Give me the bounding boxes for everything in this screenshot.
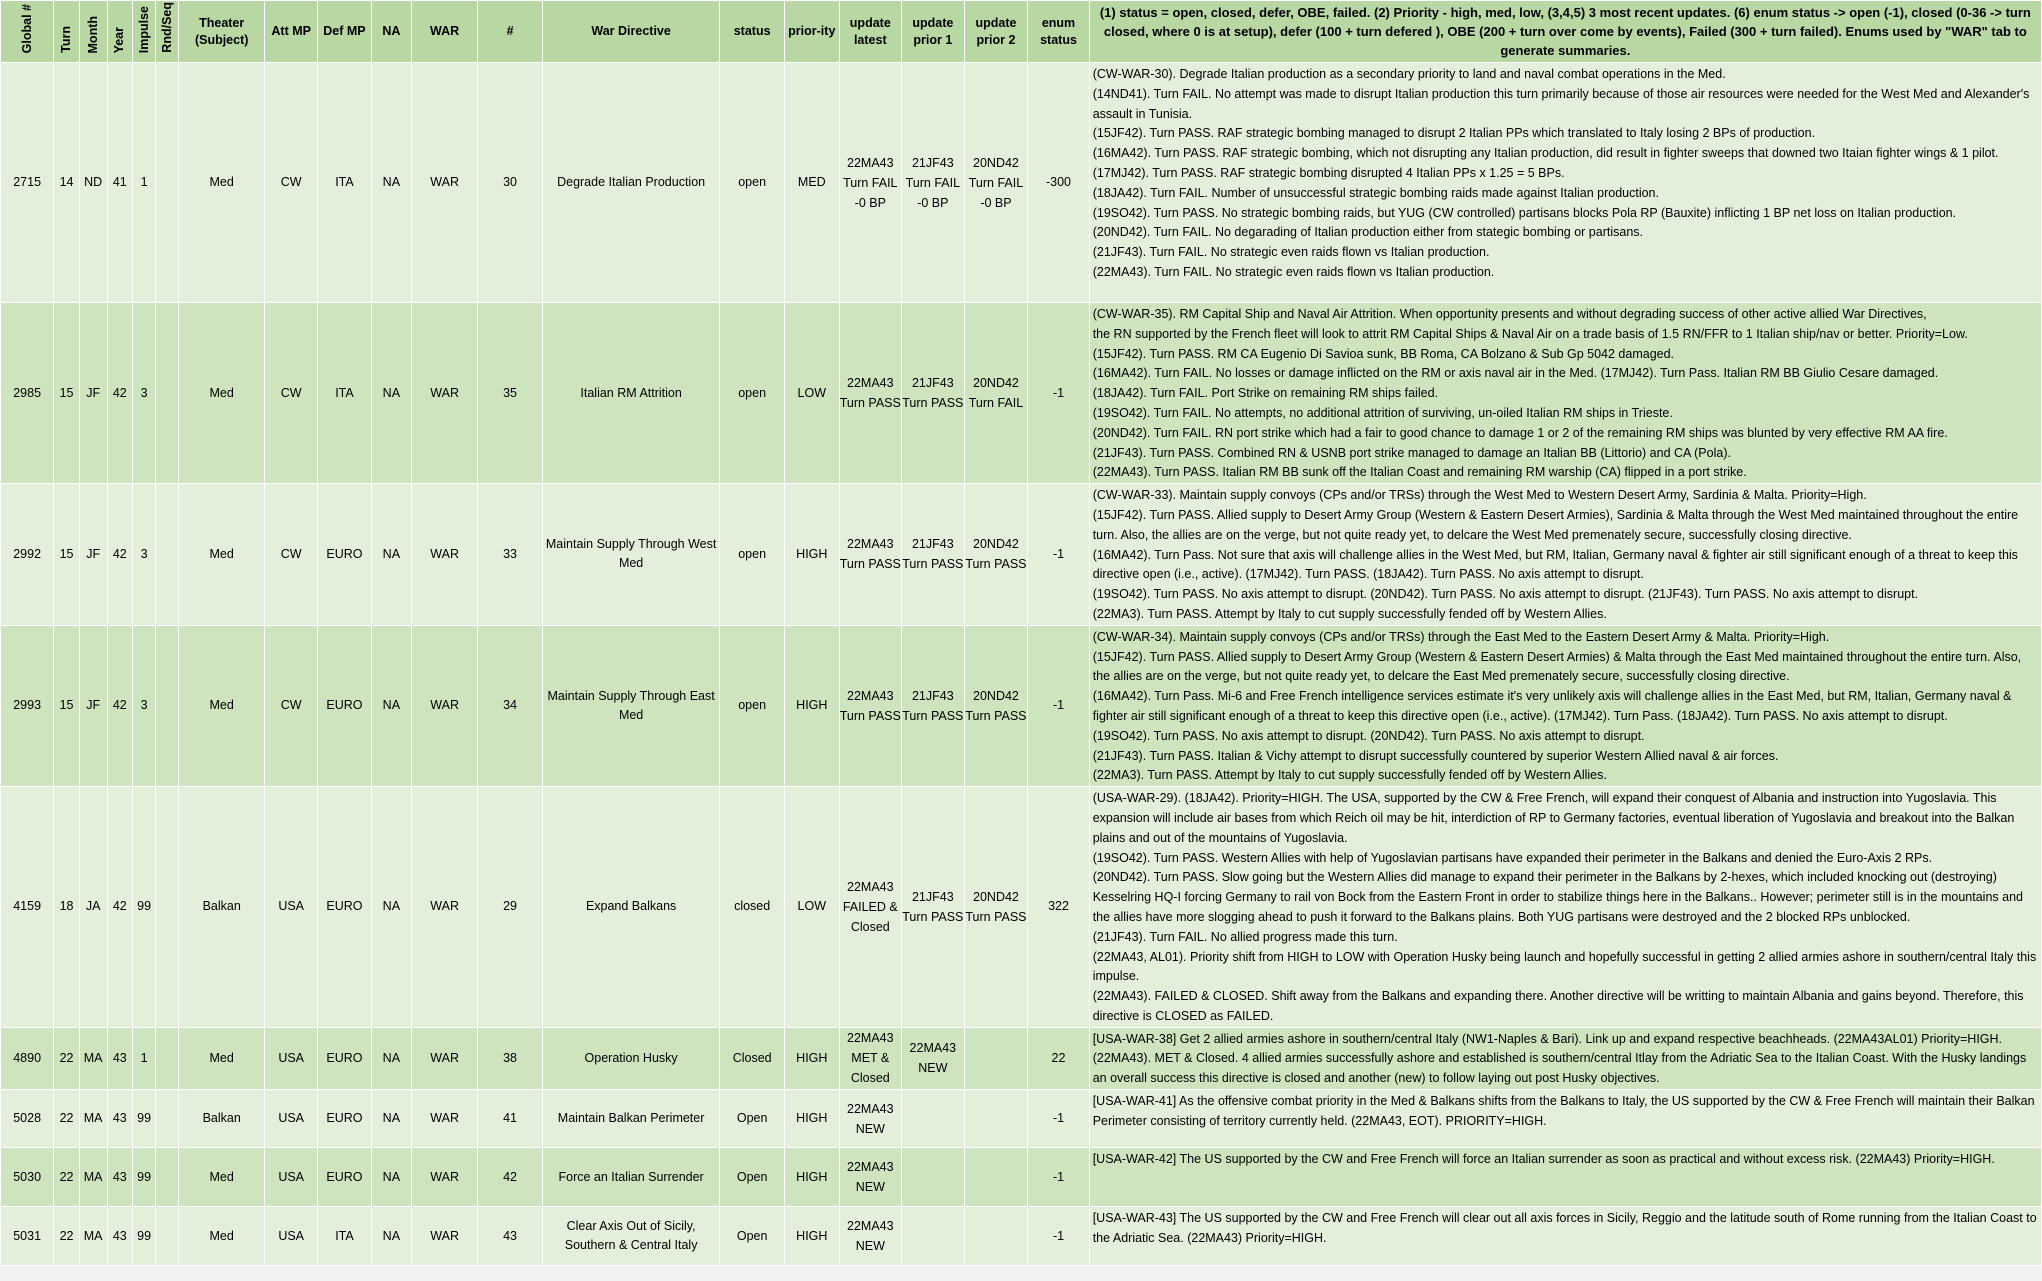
cell-war[interactable]: WAR: [412, 1090, 478, 1148]
cell-update-prior-2[interactable]: [964, 1148, 1028, 1207]
table-row: [1, 1090, 2042, 1148]
cell-impulse[interactable]: 99: [133, 1207, 156, 1266]
note-line: (18JA42). Turn FAIL. Port Strike on remaining RM ships failed.: [1092, 386, 1438, 401]
note-line: (16MA42). Turn FAIL. No losses or damage inflicted on the RM or axis naval air in the Med. (17MJ42). Turn Pass. Italian RM BB Giulio Cesare damaged.: [1092, 366, 1939, 381]
cell-def-mp[interactable]: ITA: [318, 1207, 371, 1266]
cell-war[interactable]: WAR: [412, 787, 478, 1028]
table-row: [1, 303, 2042, 484]
cell-rnd-seq[interactable]: [156, 625, 179, 786]
col-header-turn[interactable]: Turn: [54, 1, 79, 63]
cell-status[interactable]: open: [720, 625, 785, 786]
table-row: [1, 787, 2042, 1028]
cell-impulse[interactable]: 3: [133, 625, 156, 786]
note-line: (16MA42). Turn Pass. Mi-6 and Free French intelligence services estimate it's very unlikely axis will challenge allies in the East Med, but RM, Italian, Germany naval & fighter air still significant enough of a threat to keep this directive open (i.e., active). (17MJ42). Turn Pass. (18JA42). Turn PASS. No axis attempt to disrupt.: [1092, 689, 2012, 723]
cell-global[interactable]: 4890: [1, 1027, 54, 1089]
cell-num[interactable]: 38: [478, 1027, 543, 1089]
cell-turn[interactable]: 22: [54, 1027, 79, 1089]
cell-theater[interactable]: Balkan: [179, 1090, 265, 1148]
cell-month[interactable]: MA: [79, 1027, 107, 1089]
header-row: [1, 1, 2042, 63]
note-line: (15JF42). Turn PASS. RM CA Eugenio Di Savioa sunk, BB Roma, CA Bolzano & Sub Gp 5042 damaged.: [1092, 346, 1675, 361]
cell-rnd-seq[interactable]: [156, 787, 179, 1028]
cell-na[interactable]: NA: [371, 625, 412, 786]
cell-att-mp[interactable]: USA: [265, 1207, 318, 1266]
cell-priority[interactable]: HIGH: [785, 1207, 839, 1266]
cell-status[interactable]: Open: [720, 1090, 785, 1148]
note-line: [USA-WAR-38] Get 2 allied armies ashore in southern/central Italy (NW1-Naples & Bari). Link up and expand respective beachheads. (22MA43AL01) Priority=HIGH.: [1092, 1031, 2003, 1046]
cell-month[interactable]: JF: [79, 625, 107, 786]
cell-def-mp[interactable]: ITA: [318, 63, 371, 303]
cell-att-mp[interactable]: CW: [265, 484, 318, 626]
cell-na[interactable]: NA: [371, 63, 412, 303]
note-line: (CW-WAR-34). Maintain supply convoys (CPs and/or TRSs) through the East Med to the Eastern Desert Army & Malta. Priority=High.: [1092, 629, 1830, 644]
table-row: [1, 1148, 2042, 1207]
table-row: [1, 625, 2042, 786]
cell-directive[interactable]: Maintain Balkan Perimeter: [543, 1090, 720, 1148]
cell-directive[interactable]: Maintain Supply Through West Med: [543, 484, 720, 626]
cell-enum-status[interactable]: -1: [1028, 1148, 1089, 1207]
cell-enum-status[interactable]: -1: [1028, 625, 1089, 786]
cell-month[interactable]: ND: [79, 63, 107, 303]
cell-year[interactable]: 43: [107, 1090, 132, 1148]
cell-update-prior-1[interactable]: 22MA43 NEW: [902, 1027, 965, 1089]
cell-status[interactable]: closed: [720, 787, 785, 1028]
cell-enum-status[interactable]: -300: [1028, 63, 1089, 303]
cell-def-mp[interactable]: EURO: [318, 787, 371, 1028]
cell-impulse[interactable]: 1: [133, 63, 156, 303]
cell-update-latest[interactable]: 22MA43 Turn PASS: [839, 484, 902, 626]
note-line: (22MA3). Turn PASS. Attempt by Italy to cut supply successfully fended off by Western Allies.: [1092, 606, 1607, 621]
cell-month[interactable]: JA: [79, 787, 107, 1028]
cell-update-prior-1[interactable]: 21JF43 Turn FAIL -0 BP: [902, 63, 965, 303]
cell-update-latest[interactable]: 22MA43 Turn PASS: [839, 625, 902, 786]
cell-impulse[interactable]: 99: [133, 1090, 156, 1148]
cell-turn[interactable]: 18: [54, 787, 79, 1028]
cell-directive[interactable]: Maintain Supply Through East Med: [543, 625, 720, 786]
cell-theater[interactable]: Med: [179, 1027, 265, 1089]
note-line: (19SO42). Turn PASS. No axis attempt to disrupt. (20ND42). Turn PASS. No axis attempt to disrupt.: [1092, 728, 1645, 743]
cell-enum-status[interactable]: -1: [1028, 303, 1089, 484]
cell-rnd-seq[interactable]: [156, 1148, 179, 1207]
cell-priority[interactable]: LOW: [785, 787, 839, 1028]
note-line: (CW-WAR-35). RM Capital Ship and Naval Air Attrition. When opportunity presents and without degrading success of other active allied War Directives,: [1092, 307, 1927, 321]
note-line: (20ND42). Turn FAIL. RN port strike which had a fair to good chance to damage 1 or 2 of the remaining RM ships was blunted by very effective RM AA fire.: [1092, 425, 1948, 440]
cell-num[interactable]: 35: [478, 303, 543, 484]
cell-num[interactable]: 30: [478, 63, 543, 303]
cell-month[interactable]: MA: [79, 1207, 107, 1266]
note-line: (21JF43). Turn FAIL. No strategic even raids flown vs Italian production.: [1092, 245, 1490, 260]
col-header-na[interactable]: NA: [371, 1, 412, 63]
cell-update-prior-2[interactable]: 20ND42 Turn PASS: [964, 625, 1028, 786]
cell-enum-status[interactable]: 22: [1028, 1027, 1089, 1089]
cell-att-mp[interactable]: USA: [265, 1148, 318, 1207]
cell-status[interactable]: open: [720, 63, 785, 303]
note-line: (CW-WAR-30). Degrade Italian production as a secondary priority to land and naval combat operations in the Med.: [1092, 67, 1726, 81]
cell-theater[interactable]: Med: [179, 1148, 265, 1207]
cell-def-mp[interactable]: EURO: [318, 1148, 371, 1207]
cell-update-prior-1[interactable]: 21JF43 Turn PASS: [902, 303, 965, 484]
table-row: [1, 1207, 2042, 1266]
cell-att-mp[interactable]: CW: [265, 303, 318, 484]
cell-def-mp[interactable]: EURO: [318, 1090, 371, 1148]
cell-update-latest[interactable]: 22MA43 Turn FAIL -0 BP: [839, 63, 902, 303]
cell-rnd-seq[interactable]: [156, 484, 179, 626]
col-header-att-mp[interactable]: Att MP: [265, 1, 318, 63]
cell-notes[interactable]: [1089, 1148, 2041, 1207]
cell-update-prior-2[interactable]: 20ND42 Turn FAIL: [964, 303, 1028, 484]
cell-status[interactable]: open: [720, 484, 785, 626]
col-header-update-latest[interactable]: update latest: [839, 1, 902, 63]
cell-theater[interactable]: Med: [179, 303, 265, 484]
cell-month[interactable]: MA: [79, 1090, 107, 1148]
cell-update-prior-2[interactable]: [964, 1090, 1028, 1148]
cell-impulse[interactable]: 3: [133, 484, 156, 626]
cell-year[interactable]: 42: [107, 787, 132, 1028]
cell-enum-status[interactable]: -1: [1028, 484, 1089, 626]
cell-update-prior-1[interactable]: 21JF43 Turn PASS: [902, 625, 965, 786]
col-header-legend[interactable]: (1) status = open, closed, defer, OBE, failed. (2) Priority - high, med, low, (3,4,5) 3 most recent updates. (6) enum status -> open (-1), closed (0-36 -> turn closed, where 0 is at setup), defer (100 + turn defered ), OBE (200 + turn over come by events), Failed (300 + turn failed). Enums used by "WAR" tab to generate summaries.: [1089, 1, 2041, 63]
cell-war[interactable]: WAR: [412, 1207, 478, 1266]
cell-global[interactable]: 5028: [1, 1090, 54, 1148]
table-row: [1, 1027, 2042, 1089]
table-row: [1, 63, 2042, 303]
cell-global[interactable]: 2715: [1, 63, 54, 303]
note-line: (15JF42). Turn PASS. RAF strategic bombing managed to disrupt 2 Italian PPs which translated to Italy losing 2 BPs of production.: [1092, 126, 1816, 141]
note-line: (22MA43). MET & Closed. 4 allied armies successfully ashore and established is southern/central Itlay from the Adriatic Sea to the Italian Coast. With the Husky landings an overall success this directive is closed and another (new) to follow laying out post Husky objectives.: [1092, 1051, 2027, 1086]
note-line: (22MA43). Turn PASS. Italian RM BB sunk off the Italian Coast and remaining RM warship (CA) flipped in a port strike.: [1092, 465, 1747, 480]
cell-impulse[interactable]: 99: [133, 787, 156, 1028]
cell-global[interactable]: 5030: [1, 1148, 54, 1207]
cell-year[interactable]: 42: [107, 303, 132, 484]
cell-priority[interactable]: HIGH: [785, 1090, 839, 1148]
cell-na[interactable]: NA: [371, 303, 412, 484]
cell-num[interactable]: 33: [478, 484, 543, 626]
cell-global[interactable]: 4159: [1, 787, 54, 1028]
note-line: [USA-WAR-42] The US supported by the CW and Free French will force an Italian surrender as soon as practical and without excess risk. (22MA43) Priority=HIGH.: [1092, 1152, 1995, 1167]
cell-na[interactable]: NA: [371, 1148, 412, 1207]
cell-notes[interactable]: [1089, 787, 2041, 1028]
cell-theater[interactable]: Med: [179, 63, 265, 303]
col-header-directive[interactable]: War Directive: [543, 1, 720, 63]
cell-update-prior-2[interactable]: [964, 1027, 1028, 1089]
cell-impulse[interactable]: 1: [133, 1027, 156, 1089]
cell-att-mp[interactable]: CW: [265, 625, 318, 786]
cell-def-mp[interactable]: EURO: [318, 484, 371, 626]
cell-update-prior-2[interactable]: [964, 1207, 1028, 1266]
cell-war[interactable]: WAR: [412, 303, 478, 484]
cell-priority[interactable]: HIGH: [785, 1027, 839, 1089]
cell-impulse[interactable]: 3: [133, 303, 156, 484]
cell-na[interactable]: NA: [371, 1090, 412, 1148]
col-header-rnd-seq[interactable]: Rnd/Seq: [156, 1, 179, 63]
cell-update-prior-1[interactable]: [902, 1207, 965, 1266]
note-line: (USA-WAR-29). (18JA42). Priority=HIGH. The USA, supported by the CW & Free French, will expand their conquest of Albania and instruction into Yugoslavia. This expansion will include air bases from which Reich oil may be hit, interdiction of RP to Germany factories, eventual liberation of Yugoslavia and breakout into the Balkan plains and out of the mountains of Yugoslavia.: [1092, 791, 2015, 845]
cell-war[interactable]: WAR: [412, 1027, 478, 1089]
note-line: (22MA3). Turn PASS. Attempt by Italy to cut supply successfully fended off by Western Allies.: [1092, 768, 1607, 783]
cell-att-mp[interactable]: USA: [265, 1090, 318, 1148]
cell-impulse[interactable]: 99: [133, 1148, 156, 1207]
cell-update-latest[interactable]: 22MA43 MET & Closed: [839, 1027, 902, 1089]
cell-directive[interactable]: Expand Balkans: [543, 787, 720, 1028]
cell-status[interactable]: open: [720, 303, 785, 484]
cell-def-mp[interactable]: ITA: [318, 303, 371, 484]
cell-num[interactable]: 43: [478, 1207, 543, 1266]
cell-year[interactable]: 42: [107, 484, 132, 626]
cell-num[interactable]: 41: [478, 1090, 543, 1148]
cell-update-prior-2[interactable]: 20ND42 Turn PASS: [964, 484, 1028, 626]
note-line: (21JF43). Turn FAIL. No allied progress made this turn.: [1092, 929, 1398, 944]
note-line: (19SO42). Turn FAIL. No attempts, no additional attrition of surviving, un-oiled Italian RM ships in Trieste.: [1092, 405, 1673, 420]
cell-update-latest[interactable]: 22MA43 NEW: [839, 1148, 902, 1207]
col-header-def-mp[interactable]: Def MP: [318, 1, 371, 63]
cell-notes[interactable]: [1089, 1090, 2041, 1148]
cell-na[interactable]: NA: [371, 1027, 412, 1089]
col-header-global[interactable]: Global #: [1, 1, 54, 63]
cell-rnd-seq[interactable]: [156, 1027, 179, 1089]
cell-war[interactable]: WAR: [412, 625, 478, 786]
cell-def-mp[interactable]: EURO: [318, 625, 371, 786]
note-line: (20ND42). Turn FAIL. No degarading of Italian production either from stategic bombing or partisans.: [1092, 225, 1643, 240]
cell-notes[interactable]: [1089, 63, 2041, 303]
cell-notes[interactable]: [1089, 625, 2041, 786]
note-line: the RN supported by the French fleet will look to attrit RM Capital Ships & Naval Air on a trade basis of 1.5 RN/FFR to 1 Italian ship/nav or better. Priority=Low.: [1092, 326, 1968, 341]
cell-update-latest[interactable]: 22MA43 Turn PASS: [839, 303, 902, 484]
cell-turn[interactable]: 15: [54, 303, 79, 484]
cell-att-mp[interactable]: USA: [265, 1027, 318, 1089]
note-line: (CW-WAR-33). Maintain supply convoys (CPs and/or TRSs) through the West Med to Western Desert Army, Sardinia & Malta. Priority=High.: [1092, 488, 1867, 503]
cell-turn[interactable]: 22: [54, 1148, 79, 1207]
cell-year[interactable]: 43: [107, 1207, 132, 1266]
note-line: [USA-WAR-43] The US supported by the CW and Free French will clear out all axis forces in Sicily, Reggio and the latitude south of Rome running from the Italian Coast to the Adriatic Sea. (22MA43) Priority=HIGH.: [1092, 1211, 2037, 1245]
cell-update-prior-2[interactable]: 20ND42 Turn PASS: [964, 787, 1028, 1028]
cell-status[interactable]: Open: [720, 1207, 785, 1266]
cell-def-mp[interactable]: EURO: [318, 1027, 371, 1089]
cell-notes[interactable]: [1089, 1207, 2041, 1266]
note-line: (18JA42). Turn FAIL. Number of unsuccessful strategic bombing raids made against Italian production.: [1092, 185, 1659, 200]
cell-rnd-seq[interactable]: [156, 1207, 179, 1266]
note-line: (22MA43). Turn FAIL. No strategic even raids flown vs Italian production.: [1092, 264, 1495, 279]
cell-year[interactable]: 42: [107, 625, 132, 786]
cell-priority[interactable]: HIGH: [785, 1148, 839, 1207]
cell-directive[interactable]: Operation Husky: [543, 1027, 720, 1089]
cell-year[interactable]: 43: [107, 1027, 132, 1089]
note-line: (22MA43). FAILED & CLOSED. Shift away from the Balkans and expanding there. Another directive will be writting to maintain Albania and gains beyond. Therefore, this directive is CLOSED as FAILED.: [1092, 989, 2024, 1023]
cell-priority[interactable]: MED: [785, 63, 839, 303]
cell-war[interactable]: WAR: [412, 1148, 478, 1207]
note-line: (19SO42). Turn PASS. No strategic bombing raids, but YUG (CW controlled) partisans blocks Pola RP (Bauxite) inflicting 1 BP net loss on Italian production.: [1092, 205, 1957, 220]
cell-att-mp[interactable]: CW: [265, 63, 318, 303]
cell-att-mp[interactable]: USA: [265, 787, 318, 1028]
cell-rnd-seq[interactable]: [156, 1090, 179, 1148]
cell-turn[interactable]: 22: [54, 1207, 79, 1266]
note-line: (19SO42). Turn PASS. Western Allies with help of Yugoslavian partisans have expanded their perimeter in the Balkans and denied the Euro-Axis 2 RPs.: [1092, 850, 1933, 865]
cell-priority[interactable]: HIGH: [785, 484, 839, 626]
cell-theater[interactable]: Med: [179, 625, 265, 786]
cell-na[interactable]: NA: [371, 787, 412, 1028]
col-header-war[interactable]: WAR: [412, 1, 478, 63]
cell-update-prior-1[interactable]: 21JF43 Turn PASS: [902, 787, 965, 1028]
col-header-impulse[interactable]: Impulse: [133, 1, 156, 63]
note-line: (21JF43). Turn PASS. Italian & Vichy attempt to disrupt successfully countered by superior Western Allied naval & air forces.: [1092, 748, 1779, 763]
note-line: (20ND42). Turn PASS. Slow going but the Western Allies did manage to expand their perimeter in the Balkans by 2-hexes, which included knocking out (destroying) Kesselring HQ-I forcing Germany to rail von Bock from the Eastern Front in order to stabilize things here in the Balkans.. However; perimeter still is in the mountains and the allies have more slogging ahead to push it forward to the Balkans plains. Both YUG partisans were destroyed and the 2 blocked RPs unblocked.: [1092, 870, 2023, 924]
cell-global[interactable]: 2993: [1, 625, 54, 786]
cell-month[interactable]: MA: [79, 1148, 107, 1207]
table-row: [1, 484, 2042, 626]
cell-notes[interactable]: [1089, 1027, 2041, 1089]
col-header-year[interactable]: Year: [107, 1, 132, 63]
cell-update-prior-1[interactable]: [902, 1148, 965, 1207]
note-line: (19SO42). Turn PASS. No axis attempt to disrupt. (20ND42). Turn PASS. No axis attempt to disrupt. (21JF43). Turn PASS. No axis attempt to disrupt.: [1092, 587, 1919, 602]
cell-turn[interactable]: 14: [54, 63, 79, 303]
note-line: (21JF43). Turn PASS. Combined RN & USNB port strike managed to damage an Italian BB (Littorio) and CA (Pola).: [1092, 445, 1731, 460]
cell-notes[interactable]: [1089, 303, 2041, 484]
cell-enum-status[interactable]: -1: [1028, 1207, 1089, 1266]
cell-war[interactable]: WAR: [412, 63, 478, 303]
cell-month[interactable]: JF: [79, 484, 107, 626]
cell-notes[interactable]: [1089, 484, 2041, 626]
cell-directive[interactable]: Italian RM Attrition: [543, 303, 720, 484]
cell-num[interactable]: 42: [478, 1148, 543, 1207]
cell-update-prior-1[interactable]: 21JF43 Turn PASS: [902, 484, 965, 626]
cell-num[interactable]: 29: [478, 787, 543, 1028]
cell-priority[interactable]: HIGH: [785, 625, 839, 786]
cell-directive[interactable]: Force an Italian Surrender: [543, 1148, 720, 1207]
note-line: [USA-WAR-41] As the offensive combat priority in the Med & Balkans shifts from the Balkans to Italy, the US supported by the CW & Free French will maintain their Balkan Perimeter consisting of territory currently held. (22MA43, EOT). PRIORITY=HIGH.: [1092, 1094, 2035, 1128]
col-header-update-prior-2[interactable]: update prior 2: [964, 1, 1028, 63]
note-line: (22MA43, AL01). Priority shift from HIGH to LOW with Operation Husky being launch and hopefully successful in getting 2 allied armies ashore in southern/central Italy this impulse.: [1092, 949, 2037, 984]
cell-rnd-seq[interactable]: [156, 63, 179, 303]
cell-enum-status[interactable]: 322: [1028, 787, 1089, 1028]
note-line: (16MA42). Turn Pass. Not sure that axis will challenge allies in the West Med, but RM, Italian, Germany naval & fighter air still significant enough of a threat to keep this directive open (i.e., active). (17MJ42). Turn PASS. (18JA42). Turn PASS. No axis attempt to disrupt.: [1092, 547, 2018, 582]
cell-directive[interactable]: Degrade Italian Production: [543, 63, 720, 303]
cell-turn[interactable]: 15: [54, 484, 79, 626]
cell-month[interactable]: JF: [79, 303, 107, 484]
cell-global[interactable]: 2992: [1, 484, 54, 626]
col-header-theater[interactable]: Theater (Subject): [179, 1, 265, 63]
cell-na[interactable]: NA: [371, 1207, 412, 1266]
cell-status[interactable]: Open: [720, 1148, 785, 1207]
note-line: (14ND41). Turn FAIL. No attempt was made to disrupt Italian production this turn primarily because of those air resources were needed for the West Med and Alexander's assault in Tunisia.: [1092, 86, 2030, 121]
cell-theater[interactable]: Balkan: [179, 787, 265, 1028]
cell-na[interactable]: NA: [371, 484, 412, 626]
cell-enum-status[interactable]: -1: [1028, 1090, 1089, 1148]
col-header-priority[interactable]: prior-ity: [785, 1, 839, 63]
col-header-status[interactable]: status: [720, 1, 785, 63]
col-header-update-prior-1[interactable]: update prior 1: [902, 1, 965, 63]
cell-update-prior-1[interactable]: [902, 1090, 965, 1148]
cell-turn[interactable]: 22: [54, 1090, 79, 1148]
cell-priority[interactable]: LOW: [785, 303, 839, 484]
note-line: (16MA42). Turn PASS. RAF strategic bombing, which not disrupting any Italian production, did result in fighter sweeps that downed two Itaian fighter wings & 1 pilot.: [1092, 146, 1999, 161]
note-line: (15JF42). Turn PASS. Allied supply to Desert Army Group (Western & Eastern Desert Armies), Sardinia & Malta through the West Med maintained throughout the entire turn. Also, the allies are on the verge, but not quite ready yet, to delcare the West Med premenately secure, successfully closing directive.: [1092, 507, 2019, 542]
note-line: (17MJ42). Turn PASS. RAF strategic bombing disrupted 4 Italian PPs x 1.25 = 5 BPs.: [1092, 165, 1565, 180]
cell-rnd-seq[interactable]: [156, 303, 179, 484]
note-line: (15JF42). Turn PASS. Allied supply to Desert Army Group (Western & Eastern Desert Armies) & Malta through the East Med maintained throughout the entire turn. Also, the allies are on the verge, but not quite ready yet, to delcare the East Med premenately secure, successfully closing directive.: [1092, 649, 2022, 684]
cell-update-latest[interactable]: 22MA43 NEW: [839, 1090, 902, 1148]
cell-theater[interactable]: Med: [179, 484, 265, 626]
cell-status[interactable]: Closed: [720, 1027, 785, 1089]
cell-num[interactable]: 34: [478, 625, 543, 786]
cell-year[interactable]: 43: [107, 1148, 132, 1207]
cell-update-prior-2[interactable]: 20ND42 Turn FAIL -0 BP: [964, 63, 1028, 303]
col-header-enum-status[interactable]: enum status: [1028, 1, 1089, 63]
cell-update-latest[interactable]: 22MA43 FAILED & Closed: [839, 787, 902, 1028]
cell-turn[interactable]: 15: [54, 625, 79, 786]
col-header-month[interactable]: Month: [79, 1, 107, 63]
cell-global[interactable]: 5031: [1, 1207, 54, 1266]
col-header-num[interactable]: #: [478, 1, 543, 63]
cell-year[interactable]: 41: [107, 63, 132, 303]
cell-war[interactable]: WAR: [412, 484, 478, 626]
cell-directive[interactable]: Clear Axis Out of Sicily, Southern & Central Italy: [543, 1207, 720, 1266]
cell-theater[interactable]: Med: [179, 1207, 265, 1266]
cell-global[interactable]: 2985: [1, 303, 54, 484]
cell-update-latest[interactable]: 22MA43 NEW: [839, 1207, 902, 1266]
